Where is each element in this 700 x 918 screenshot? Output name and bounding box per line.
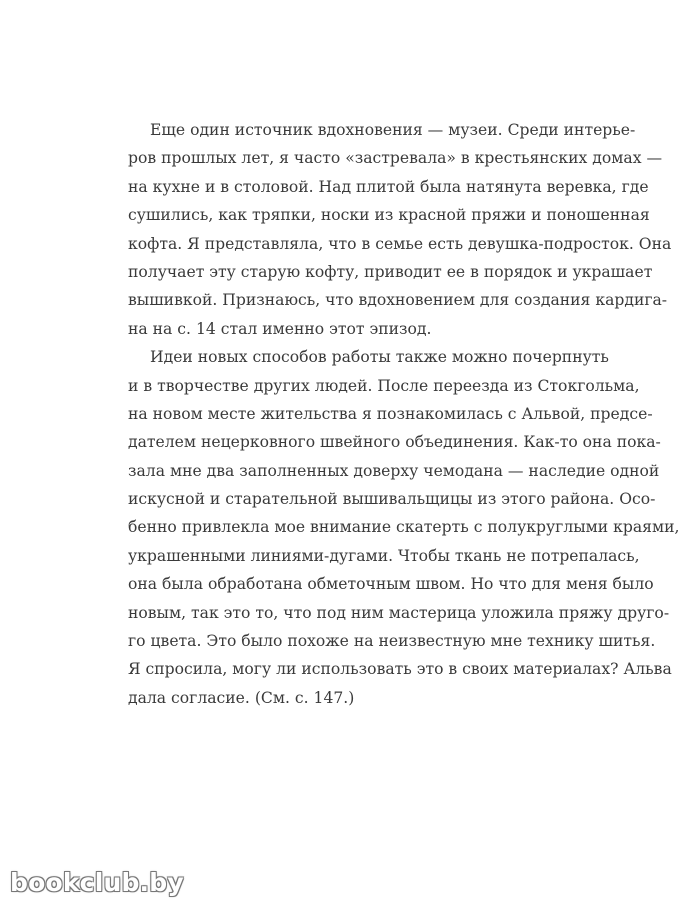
text-line: дателем нецерковного швейного объединения. Как-то она пока-: [128, 433, 661, 452]
text-line: и в творчестве других людей. После переезда из Стокгольма,: [128, 376, 640, 395]
text-line: ров прошлых лет, я часто «застревала» в крестьянских домах —: [128, 149, 663, 168]
text-line: го цвета. Это было похоже на неизвестную мне технику шитья.: [128, 632, 656, 651]
text-line: зала мне два заполненных доверху чемодана — наследие одной: [128, 461, 660, 480]
text-line: получает эту старую кофту, приводит ее в порядок и украшает: [128, 262, 653, 281]
text-line: Я спросила, могу ли использовать это в своих материалах? Альва: [128, 660, 672, 679]
text-line: на кухне и в столовой. Над плитой была натянута веревка, где: [128, 177, 649, 196]
text-line: Идеи новых способов работы также можно почерпнуть: [150, 348, 609, 367]
text-line: искусной и старательной вышивальщицы из этого района. Осо-: [128, 490, 656, 509]
paragraph-museums: [128, 116, 672, 343]
text-line: на новом месте жительства я познакомилась с Альвой, предсе-: [128, 404, 653, 423]
text-line: на на с. 14 стал именно этот эпизод.: [128, 319, 432, 338]
text-line: вышивкой. Признаюсь, что вдохновением для создания кардига-: [128, 291, 668, 310]
text-line: сушились, как тряпки, носки из красной пряжи и поношенная: [128, 206, 650, 225]
watermark: bookclub.by: [10, 868, 184, 897]
paragraph-other-people: [128, 343, 680, 712]
text-line: Еще один источник вдохновения — музеи. Среди интерье-: [150, 121, 636, 139]
text-line: бенно привлекла мое внимание скатерть с полукруглыми краями,: [128, 518, 680, 537]
body-text: [128, 116, 680, 712]
text-line: новым, так это то, что под ним мастерица уложила пряжу друго-: [128, 603, 670, 622]
text-line: дала согласие. (См. с. 147.): [128, 688, 355, 707]
text-line: украшенными линиями-дугами. Чтобы ткань не потрепалась,: [128, 546, 640, 565]
text-line: она была обработана обметочным швом. Но что для меня было: [128, 575, 654, 594]
text-line: кофта. Я представляла, что в семье есть девушка-подросток. Она: [128, 234, 672, 253]
